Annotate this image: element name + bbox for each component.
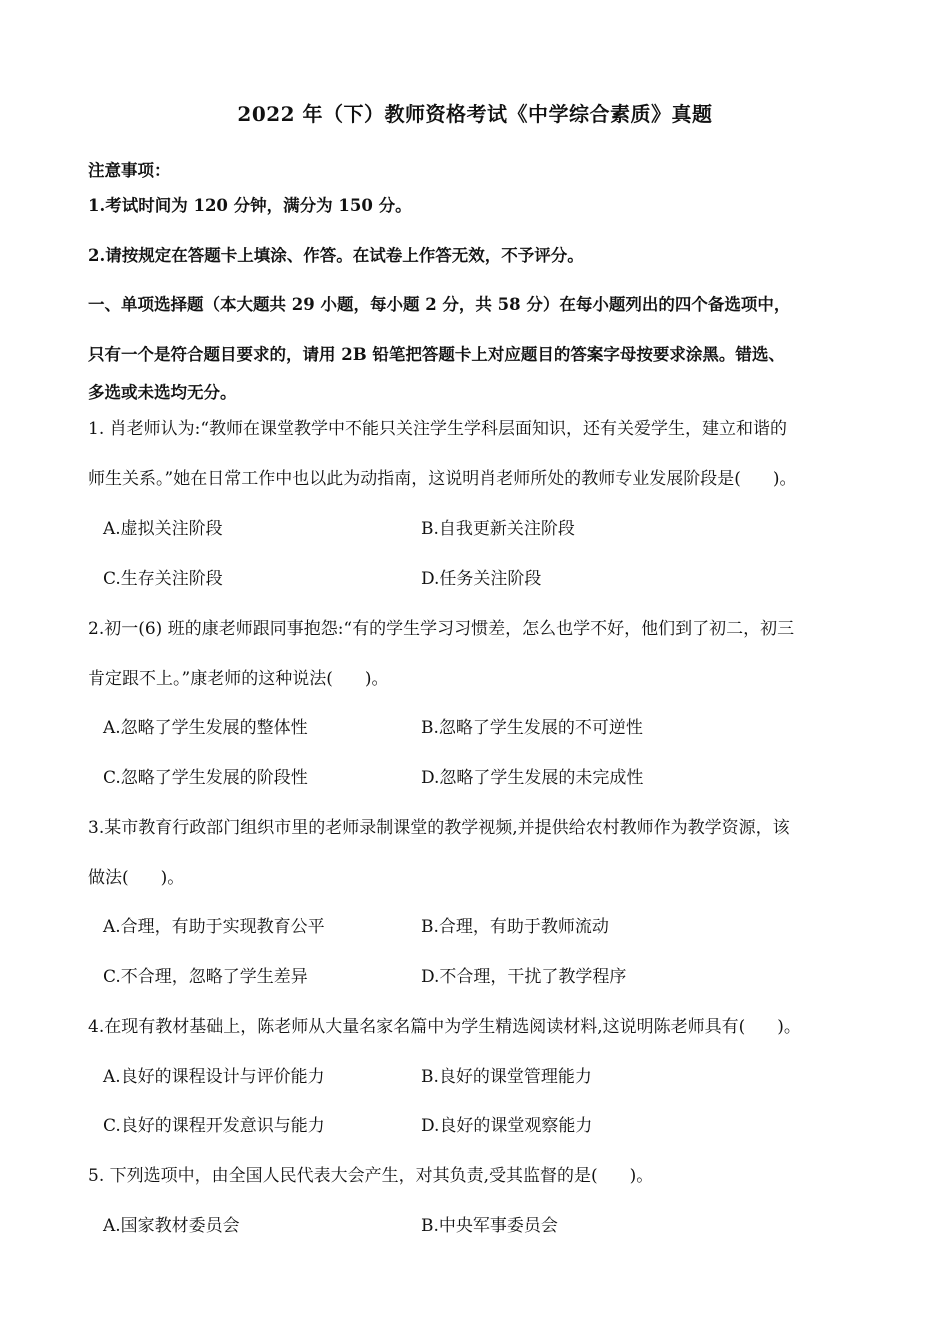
question-2-text: 2.初一(6) 班的康老师跟同事抱怨:“有的学生学习习惯差，怎么也学不好，他们到了初二，初三 — [88, 619, 795, 639]
question-1-option-b: B.自我更新关注阶段 — [421, 519, 575, 539]
question-4-text: 4.在现有教材基础上，陈老师从大量名家名篇中为学生精选阅读材料,这说明陈老师具有( )。 — [88, 1017, 801, 1037]
question-5-option-a: A.国家教材委员会 — [103, 1216, 240, 1236]
notice-heading: 注意事项： — [88, 161, 171, 180]
question-1-text: 1. 肖老师认为:“教师在课堂教学中不能只关注学生学科层面知识，还有关爱学生，建立和谐的 — [88, 419, 788, 439]
section-instructions-line: 只有一个是符合题目要求的，请用 2B 铅笔把答题卡上对应题目的答案字母按要求涂黑。错选、 — [88, 345, 785, 364]
question-3-option-d: D.不合理，干扰了教学程序 — [421, 967, 627, 987]
question-2-option-c: C.忽略了学生发展的阶段性 — [103, 768, 308, 788]
question-3-option-a: A.合理，有助于实现教育公平 — [103, 917, 325, 937]
question-3-text: 3.某市教育行政部门组织市里的老师录制课堂的教学视频,并提供给农村教师作为教学资源，该 — [88, 818, 790, 838]
notice-item: 2.请按规定在答题卡上填涂、作答。在试卷上作答无效，不予评分。 — [88, 246, 584, 265]
section-instructions-line: 一、单项选择题（本大题共 29 小题，每小题 2 分，共 58 分）在每小题列出的四个备选项中， — [88, 295, 791, 314]
question-2-option-b: B.忽略了学生发展的不可逆性 — [421, 718, 643, 738]
question-1-option-c: C.生存关注阶段 — [103, 569, 223, 589]
page-title: 2022 年（下）教师资格考试《中学综合素质》真题 — [237, 102, 713, 126]
question-4-option-d: D.良好的课堂观察能力 — [421, 1116, 593, 1136]
question-4-option-c: C.良好的课程开发意识与能力 — [103, 1116, 325, 1136]
question-2-option-a: A.忽略了学生发展的整体性 — [103, 718, 308, 738]
question-3-option-c: C.不合理，忽略了学生差异 — [103, 967, 308, 987]
question-2-text: 肯定跟不上。”康老师的这种说法( )。 — [88, 669, 389, 689]
question-2-option-d: D.忽略了学生发展的未完成性 — [421, 768, 644, 788]
question-1-text: 师生关系。”她在日常工作中也以此为动指南，这说明肖老师所处的教师专业发展阶段是( )。 — [88, 469, 797, 489]
notice-item: 1.考试时间为 120 分钟，满分为 150 分。 — [88, 196, 412, 215]
question-3-text: 做法( )。 — [88, 868, 185, 888]
question-3-option-b: B.合理，有助于教师流动 — [421, 917, 609, 937]
section-instructions-line: 多选或未选均无分。 — [88, 383, 237, 402]
question-5-text: 5. 下列选项中，由全国人民代表大会产生，对其负责,受其监督的是( )。 — [88, 1166, 654, 1186]
question-1-option-a: A.虚拟关注阶段 — [103, 519, 223, 539]
question-1-option-d: D.任务关注阶段 — [421, 569, 542, 589]
question-5-option-b: B.中央军事委员会 — [421, 1216, 558, 1236]
question-4-option-b: B.良好的课堂管理能力 — [421, 1067, 592, 1087]
question-4-option-a: A.良好的课程设计与评价能力 — [103, 1067, 325, 1087]
